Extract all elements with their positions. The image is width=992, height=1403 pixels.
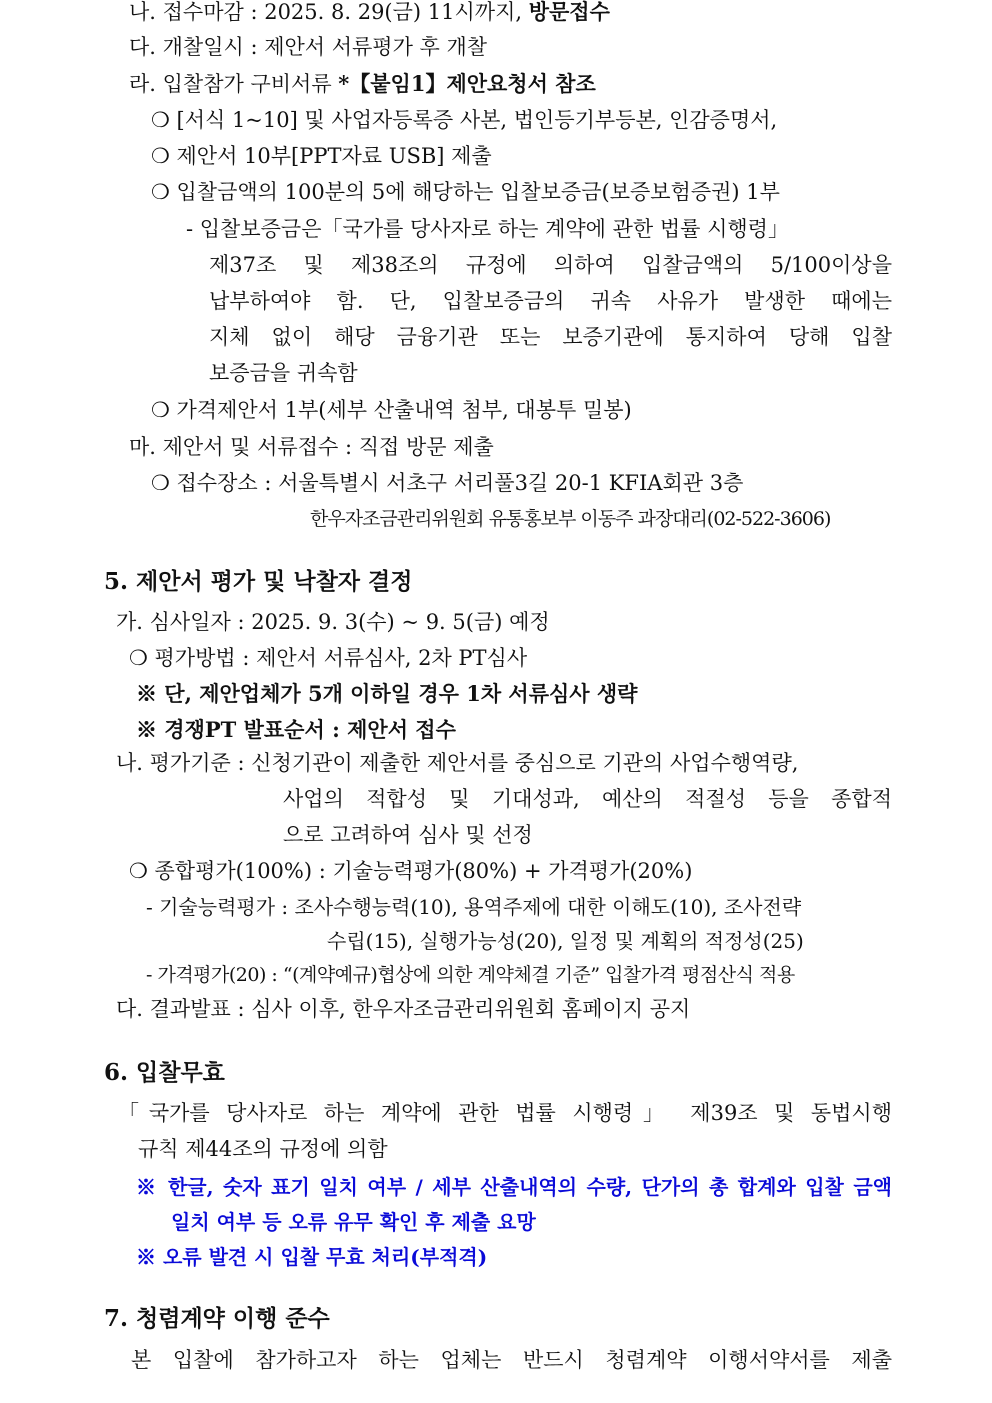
note-consistency-check-line-2: 일치 여부 등 오류 유무 확인 후 제출 요망 xyxy=(171,1210,536,1234)
evaluation-criteria-line-2: 사업의 적합성 및 기대성과, 예산의 적절성 등을 종합적 xyxy=(283,787,892,811)
invalid-bid-text-line-1: 「국가를 당사자로 하는 계약에 관한 법률 시행령」 제39조 및 동법시행 xyxy=(118,1101,892,1125)
bond-detail-line-1: - 입찰보증금은「국가를 당사자로 하는 계약에 관한 법률 시행령」 xyxy=(186,217,789,241)
price-eval-line: - 가격평가(20) : “(계약예규)협상에 의한 계약체결 기준” 입찰가격 평점산식 적용 xyxy=(146,964,795,986)
note-consistency-check-line-1: ※ 한글, 숫자 표기 일치 여부 / 세부 산출내역의 수량, 단가의 총 합계와 입찰 금액 xyxy=(136,1175,892,1199)
note-pt-order: ※ 경쟁PT 발표순서 : 제안서 접수 xyxy=(136,717,456,742)
section-6-heading: 6. 입찰무효 xyxy=(104,1059,225,1086)
bond-detail-line-4: 지체 없이 해당 금융기관 또는 보증기관에 통지하여 당해 입찰 xyxy=(209,325,892,349)
bond-detail-line-5: 보증금을 귀속함 xyxy=(209,361,358,385)
section-5-heading: 5. 제안서 평가 및 낙찰자 결정 xyxy=(104,568,413,595)
required-documents-line xyxy=(129,69,596,99)
submission-method-line: 마. 제안서 및 서류접수 : 직접 방문 제출 xyxy=(129,435,494,459)
doc-bullet-proposal: ❍ 제안서 10부[PPT자료 USB] 제출 xyxy=(151,144,492,168)
note-skip-review: ※ 단, 제안업체가 5개 이하일 경우 1차 서류심사 생략 xyxy=(136,681,638,706)
doc-bullet-bond: ❍ 입찰금액의 100분의 5에 해당하는 입찰보증금(보증보험증권) 1부 xyxy=(151,180,780,204)
submission-place-line: ❍ 접수장소 : 서울특별시 서초구 서리풀3길 20-1 KFIA회관 3층 xyxy=(151,471,744,495)
review-date-line: 가. 심사일자 : 2025. 9. 3(수) ~ 9. 5(금) 예정 xyxy=(116,610,550,634)
contact-line: 한우자조금관리위원회 유통홍보부 이동주 과장대리(02-522-3606) xyxy=(310,508,831,530)
visit-submission-label: 방문접수 xyxy=(528,0,610,24)
evaluation-method-line: ❍ 평가방법 : 제안서 서류심사, 2차 PT심사 xyxy=(129,646,528,670)
integrity-contract-line: 본 입찰에 참가하고자 하는 업체는 반드시 청렴계약 이행서약서를 제출 xyxy=(131,1348,892,1372)
evaluation-criteria-line-3: 으로 고려하여 심사 및 선정 xyxy=(283,823,533,847)
doc-bullet-forms: ❍ [서식 1~10] 및 사업자등록증 사본, 법인등기부등본, 인감증명서, xyxy=(151,108,778,132)
invalid-bid-text-line-2: 규칙 제44조의 규정에 의함 xyxy=(138,1137,388,1161)
overall-evaluation-line: ❍ 종합평가(100%) : 기술능력평가(80%) + 가격평가(20%) xyxy=(129,859,693,883)
evaluation-criteria-line-1: 나. 평가기준 : 신청기관이 제출한 제안서를 중심으로 기관의 사업수행역량, xyxy=(116,751,799,775)
technical-eval-line-2: 수립(15), 실행가능성(20), 일정 및 계획의 적정성(25) xyxy=(327,929,804,953)
opening-date-line: 다. 개찰일시 : 제안서 서류평가 후 개찰 xyxy=(129,35,488,59)
required-documents-text: 라. 입찰참가 구비서류 xyxy=(129,72,339,96)
note-invalid-processing: ※ 오류 발견 시 입찰 무효 처리(부적격) xyxy=(136,1245,488,1269)
bond-detail-line-3: 납부하여야 함. 단, 입찰보증금의 귀속 사유가 발생한 때에는 xyxy=(209,289,892,313)
section-7-heading: 7. 청렴계약 이행 준수 xyxy=(104,1305,330,1332)
technical-eval-line-1: - 기술능력평가 : 조사수행능력(10), 용역주제에 대한 이해도(10), 조사전략 xyxy=(146,895,802,919)
closing-deadline-text: 나. 접수마감 : 2025. 8. 29(금) 11시까지, xyxy=(129,0,529,24)
result-announcement-line: 다. 결과발표 : 심사 이후, 한우자조금관리위원회 홈페이지 공지 xyxy=(116,997,691,1021)
closing-deadline-line xyxy=(129,0,610,27)
attachment-reference: *【붙임1】제안요청서 참조 xyxy=(338,71,596,96)
bond-detail-line-2: 제37조 및 제38조의 규정에 의하여 입찰금액의 5/100이상을 xyxy=(209,253,892,277)
doc-bullet-price-proposal: ❍ 가격제안서 1부(세부 산출내역 첨부, 대봉투 밀봉) xyxy=(151,398,632,422)
